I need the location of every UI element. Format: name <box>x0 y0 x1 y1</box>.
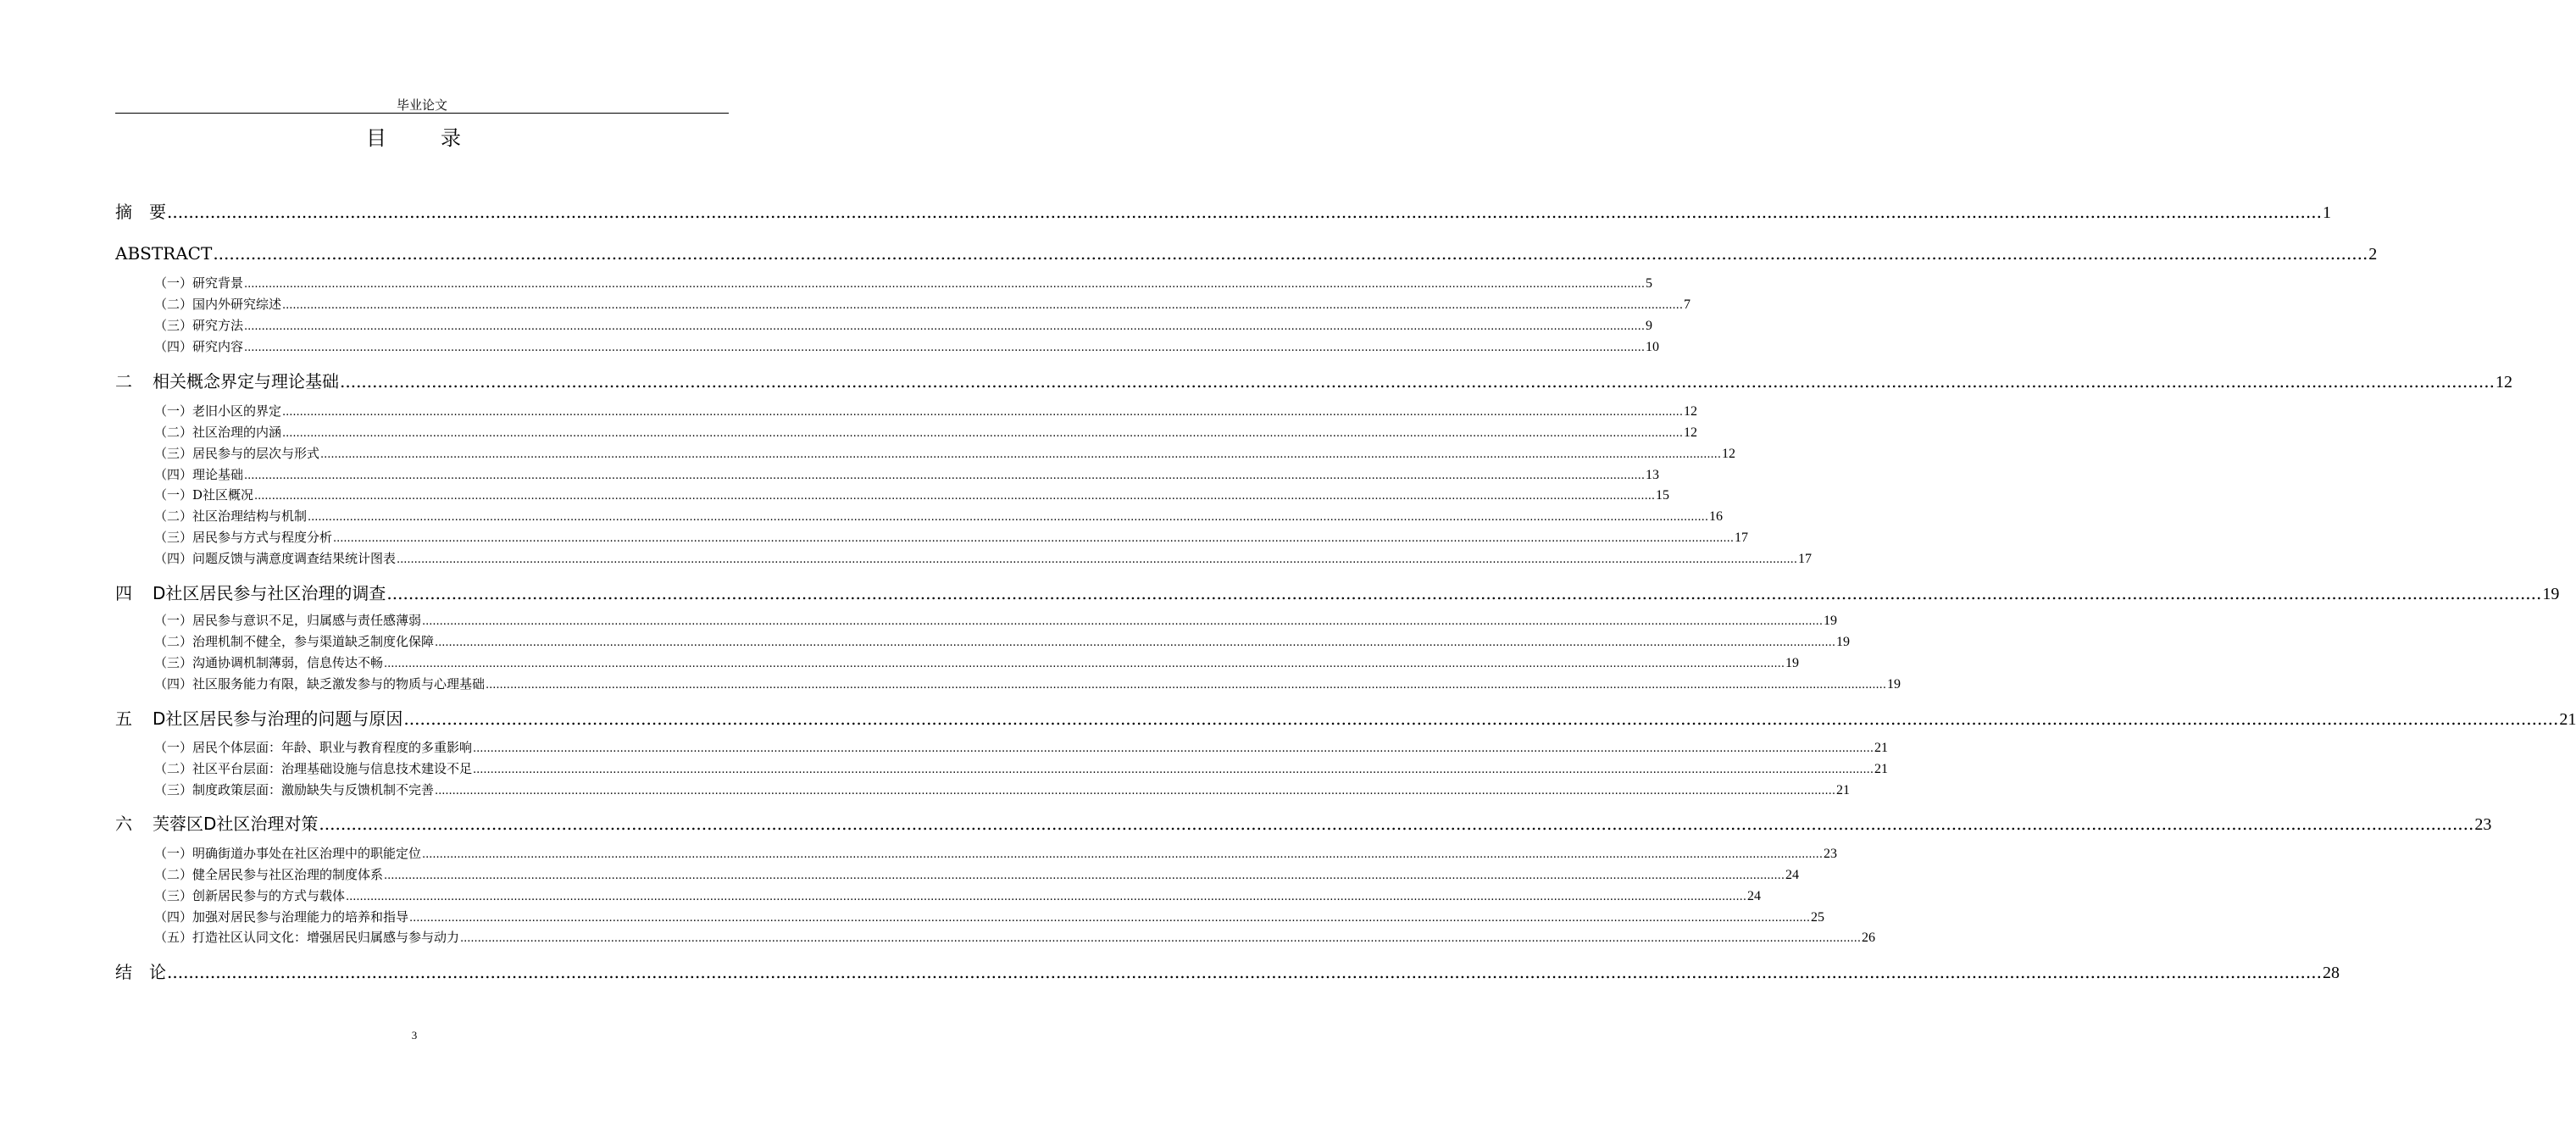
toc-dot-leader: ................................................................................................................................................................................................................................................................................................................................................................................................................ <box>346 891 1746 903</box>
toc-page-number: 16 <box>1708 509 1723 524</box>
toc-entry-title <box>154 337 243 356</box>
toc-dot-leader: ................................................................................................................................................................................................................................................................................................................................................................................................................ <box>244 320 1645 333</box>
toc-entry-text: （二）社区治理结构与机制 <box>154 508 308 524</box>
toc-section-entry[interactable] <box>115 908 1824 926</box>
toc-entry-text: （三）居民参与方式与程度分析 <box>154 530 333 545</box>
toc-chapter-number: 四 <box>115 583 132 603</box>
toc-entry-text: （一）居民个体层面：年龄、职业与教育程度的多重影响 <box>154 740 473 755</box>
toc-dot-leader: ................................................................................................................................................................................................................................................................................................................................................................................................................ <box>473 764 1874 776</box>
toc-entry-title <box>154 781 434 799</box>
toc-entry-text: （二）社区平台层面：治理基础设施与信息技术建设不足 <box>154 761 473 776</box>
toc-dot-leader: ................................................................................................................................................................................................................................................................................................................................................................................................................ <box>282 427 1683 440</box>
toc-entry-title <box>154 653 383 672</box>
toc-entry-text: （一）老旧小区的界定 <box>154 403 282 419</box>
toc-entry-text: 结 论 <box>115 962 166 982</box>
toc-entry-title <box>154 886 345 905</box>
toc-entry-title <box>115 200 166 224</box>
toc-page-number: 12 <box>2495 373 2512 392</box>
toc-page-number: 19 <box>1835 635 1850 649</box>
toc-page-number: 12 <box>1683 404 1697 419</box>
toc-dot-leader: ................................................................................................................................................................................................................................................................................................................................................................................................................ <box>422 848 1823 861</box>
toc-chapter-entry[interactable] <box>115 812 2492 836</box>
toc-page-number: 24 <box>1746 889 1761 903</box>
toc-page-number: 19 <box>1785 656 1799 670</box>
toc-dot-leader: ................................................................................................................................................................................................................................................................................................................................................................................................................ <box>282 406 1683 419</box>
toc-dot-leader: ................................................................................................................................................................................................................................................................................................................................................................................................................ <box>384 870 1785 882</box>
toc-dot-leader: ................................................................................................................................................................................................................................................................................................................................................................................................................ <box>244 469 1645 482</box>
toc-entry-title <box>154 908 408 926</box>
toc-entry-title <box>154 928 459 947</box>
toc-section-entry[interactable] <box>115 465 1659 484</box>
toc-chapter-number: 五 <box>115 708 132 729</box>
toc-page-number: 15 <box>1655 488 1669 503</box>
toc-dot-leader: ................................................................................................................................................................................................................................................................................................................................................................................................................ <box>486 679 1886 692</box>
toc-entry-text: （四）社区服务能力有限，缺乏激发参与的物质与心理基础 <box>154 676 486 692</box>
toc-section-entry[interactable] <box>115 781 1850 799</box>
toc-dot-leader: ................................................................................................................................................................................................................................................................................................................................................................................................................ <box>167 202 2322 222</box>
toc-entry-text: （五）打造社区认同文化：增强居民归属感与参与动力 <box>154 930 460 945</box>
toc-entry-title <box>115 960 166 984</box>
toc-section-entry[interactable] <box>115 444 1735 463</box>
toc-page-number: 19 <box>1823 614 1837 628</box>
toc-dot-leader: ................................................................................................................................................................................................................................................................................................................................................................................................................ <box>244 342 1645 354</box>
toc-entry-text: （一）居民参与意识不足，归属感与责任感薄弱 <box>154 613 422 628</box>
toc-chapter-entry[interactable] <box>115 707 2576 731</box>
toc-chapter-entry[interactable] <box>115 960 2340 984</box>
header-rule <box>115 113 729 114</box>
toc-section-entry[interactable] <box>115 549 1812 568</box>
toc-dot-leader: ................................................................................................................................................................................................................................................................................................................................................................................................................ <box>386 583 2542 603</box>
toc-entry-title <box>154 295 281 314</box>
toc-page-number: 12 <box>1721 447 1735 461</box>
toc-dot-leader: ................................................................................................................................................................................................................................................................................................................................................................................................................ <box>422 615 1823 628</box>
toc-entry-title <box>154 759 472 778</box>
running-header: 毕业论文 <box>396 97 447 113</box>
toc-page-number: 5 <box>1645 276 1652 291</box>
toc-dot-leader: ................................................................................................................................................................................................................................................................................................................................................................................................................ <box>409 912 1810 925</box>
toc-entry-text: （四）问题反馈与满意度调查结果统计图表 <box>154 551 397 566</box>
toc-entry-title <box>154 444 319 463</box>
toc-entry-text: （四）研究内容 <box>154 339 244 354</box>
toc-entry-title <box>154 844 421 863</box>
toc-page-number: 2 <box>2368 245 2378 264</box>
toc-section-entry[interactable] <box>115 337 1659 356</box>
toc-chapter-number: 六 <box>115 814 132 834</box>
toc-page-number: 26 <box>1861 931 1875 945</box>
toc-section-entry[interactable] <box>115 274 1652 292</box>
toc-section-entry[interactable] <box>115 507 1723 525</box>
toc-dot-leader: ................................................................................................................................................................................................................................................................................................................................................................................................................ <box>319 814 2474 834</box>
toc-entry-title <box>115 242 212 265</box>
toc-section-entry[interactable] <box>115 675 1901 693</box>
toc-entry-title <box>154 738 472 757</box>
toc-entry-title <box>154 507 307 525</box>
toc-chapter-entry[interactable] <box>115 242 2378 265</box>
toc-entry-title <box>154 528 332 547</box>
toc-entry-title <box>154 274 243 292</box>
toc-entry-text: （二）社区治理的内涵 <box>154 425 282 440</box>
toc-page-number: 19 <box>2542 585 2560 603</box>
toc-entry-text: （四）加强对居民参与治理能力的培养和指导 <box>154 909 409 925</box>
toc-page-number: 19 <box>1886 677 1901 692</box>
toc-entry-text: （二）治理机制不健全，参与渠道缺乏制度化保障 <box>154 634 435 649</box>
toc-section-entry[interactable] <box>115 865 1799 884</box>
toc-dot-leader: ................................................................................................................................................................................................................................................................................................................................................................................................................ <box>333 532 1734 545</box>
toc-page-number: 23 <box>1823 847 1837 861</box>
toc-page-number: 21 <box>2559 710 2576 729</box>
toc-section-entry[interactable] <box>115 486 1669 504</box>
toc-entry-text: 芙蓉区D社区治理对策 <box>153 814 319 834</box>
toc-dot-leader: ................................................................................................................................................................................................................................................................................................................................................................................................................ <box>320 448 1721 461</box>
toc-dot-leader: ................................................................................................................................................................................................................................................................................................................................................................................................................ <box>213 243 2368 264</box>
toc-entry-text: （三）创新居民参与的方式与载体 <box>154 888 346 903</box>
toc-page-number: 25 <box>1810 910 1824 925</box>
toc-entry-title <box>154 486 253 504</box>
toc-dot-leader: ................................................................................................................................................................................................................................................................................................................................................................................................................ <box>244 278 1645 291</box>
toc-entry-text: ABSTRACT <box>115 243 213 264</box>
toc-dot-leader: ................................................................................................................................................................................................................................................................................................................................................................................................................ <box>397 553 1797 566</box>
toc-page-number: 13 <box>1645 468 1659 482</box>
toc-dot-leader: ................................................................................................................................................................................................................................................................................................................................................................................................................ <box>340 371 2495 392</box>
toc-dot-leader: ................................................................................................................................................................................................................................................................................................................................................................................................................ <box>403 708 2559 729</box>
toc-entry-text: （四）理论基础 <box>154 467 244 482</box>
toc-entry-title <box>115 581 386 605</box>
toc-entry-title <box>154 402 281 420</box>
toc-entry-text: （三）沟通协调机制薄弱，信息传达不畅 <box>154 655 384 670</box>
toc-section-entry[interactable] <box>115 316 1652 335</box>
page-number: 3 <box>411 1029 418 1042</box>
toc-entry-text: 摘 要 <box>115 202 166 222</box>
toc-dot-leader: ................................................................................................................................................................................................................................................................................................................................................................................................................ <box>460 932 1861 945</box>
toc-entry-text: 相关概念界定与理论基础 <box>153 371 339 392</box>
toc-entry-title <box>154 423 281 442</box>
toc-entry-text: （三）居民参与的层次与形式 <box>154 446 320 461</box>
toc-page-number: 28 <box>2322 964 2340 982</box>
toc-entry-text: （二）国内外研究综述 <box>154 297 282 312</box>
toc-entry-text: （一）研究背景 <box>154 275 244 291</box>
toc-entry-title <box>154 675 485 693</box>
toc-dot-leader: ................................................................................................................................................................................................................................................................................................................................................................................................................ <box>167 962 2322 982</box>
toc-page-number: 10 <box>1645 340 1659 354</box>
toc-section-entry[interactable] <box>115 759 1888 778</box>
toc-page-number: 1 <box>2322 203 2331 222</box>
toc-entry-title <box>154 549 396 568</box>
toc-entry-title <box>154 865 383 884</box>
toc-entry-text: （三）制度政策层面：激励缺失与反馈机制不完善 <box>154 782 435 797</box>
toc-entry-title <box>115 369 339 393</box>
toc-entry-title <box>154 316 243 335</box>
toc-dot-leader: ................................................................................................................................................................................................................................................................................................................................................................................................................ <box>254 490 1655 503</box>
toc-entry-text: D社区居民参与社区治理的调查 <box>153 583 386 603</box>
toc-section-entry[interactable] <box>115 738 1888 757</box>
toc-section-entry[interactable] <box>115 886 1761 905</box>
toc-page-number: 21 <box>1874 741 1888 755</box>
toc-chapter-entry[interactable] <box>115 581 2560 605</box>
toc-section-entry[interactable] <box>115 632 1850 651</box>
toc-chapter-entry[interactable] <box>115 200 2331 224</box>
toc-page-number: 9 <box>1645 319 1652 333</box>
toc-entry-text: （一）明确街道办事处在社区治理中的职能定位 <box>154 846 422 861</box>
toc-page-number: 17 <box>1734 531 1748 545</box>
toc-dot-leader: ................................................................................................................................................................................................................................................................................................................................................................................................................ <box>384 658 1785 670</box>
toc-entry-text: （一）D社区概况 <box>154 487 254 503</box>
toc-dot-leader: ................................................................................................................................................................................................................................................................................................................................................................................................................ <box>473 742 1874 755</box>
toc-entry-title <box>154 632 434 651</box>
toc-page-number: 24 <box>1785 868 1799 882</box>
toc-section-entry[interactable] <box>115 928 1875 947</box>
toc-chapter-number: 二 <box>115 371 132 392</box>
toc-entry-text: D社区居民参与治理的问题与原因 <box>153 708 403 729</box>
toc-dot-leader: ................................................................................................................................................................................................................................................................................................................................................................................................................ <box>435 785 1835 797</box>
toc-page-number: 23 <box>2474 815 2492 834</box>
toc-entry-text: （三）研究方法 <box>154 318 244 333</box>
toc-entry-title <box>154 465 243 484</box>
toc-section-entry[interactable] <box>115 295 1690 314</box>
toc-section-entry[interactable] <box>115 402 1697 420</box>
toc-dot-leader: ................................................................................................................................................................................................................................................................................................................................................................................................................ <box>308 511 1708 524</box>
toc-dot-leader: ................................................................................................................................................................................................................................................................................................................................................................................................................ <box>282 299 1683 312</box>
toc-chapter-entry[interactable] <box>115 369 2512 393</box>
toc-section-entry[interactable] <box>115 653 1799 672</box>
toc-entry-title <box>115 707 402 731</box>
toc-entry-title <box>154 611 421 630</box>
toc-entry-title <box>115 812 318 836</box>
toc-page-number: 7 <box>1683 297 1690 312</box>
toc-section-entry[interactable] <box>115 423 1697 442</box>
toc-section-entry[interactable] <box>115 611 1837 630</box>
toc-page-number: 17 <box>1797 552 1812 566</box>
toc-section-entry[interactable] <box>115 528 1748 547</box>
toc-page-number: 21 <box>1835 783 1850 797</box>
toc-page-number: 12 <box>1683 425 1697 440</box>
toc-title: 目 录 <box>366 126 478 150</box>
toc-page-number: 21 <box>1874 762 1888 776</box>
toc-entry-text: （二）健全居民参与社区治理的制度体系 <box>154 867 384 882</box>
toc-dot-leader: ................................................................................................................................................................................................................................................................................................................................................................................................................ <box>435 636 1835 649</box>
toc-section-entry[interactable] <box>115 844 1837 863</box>
